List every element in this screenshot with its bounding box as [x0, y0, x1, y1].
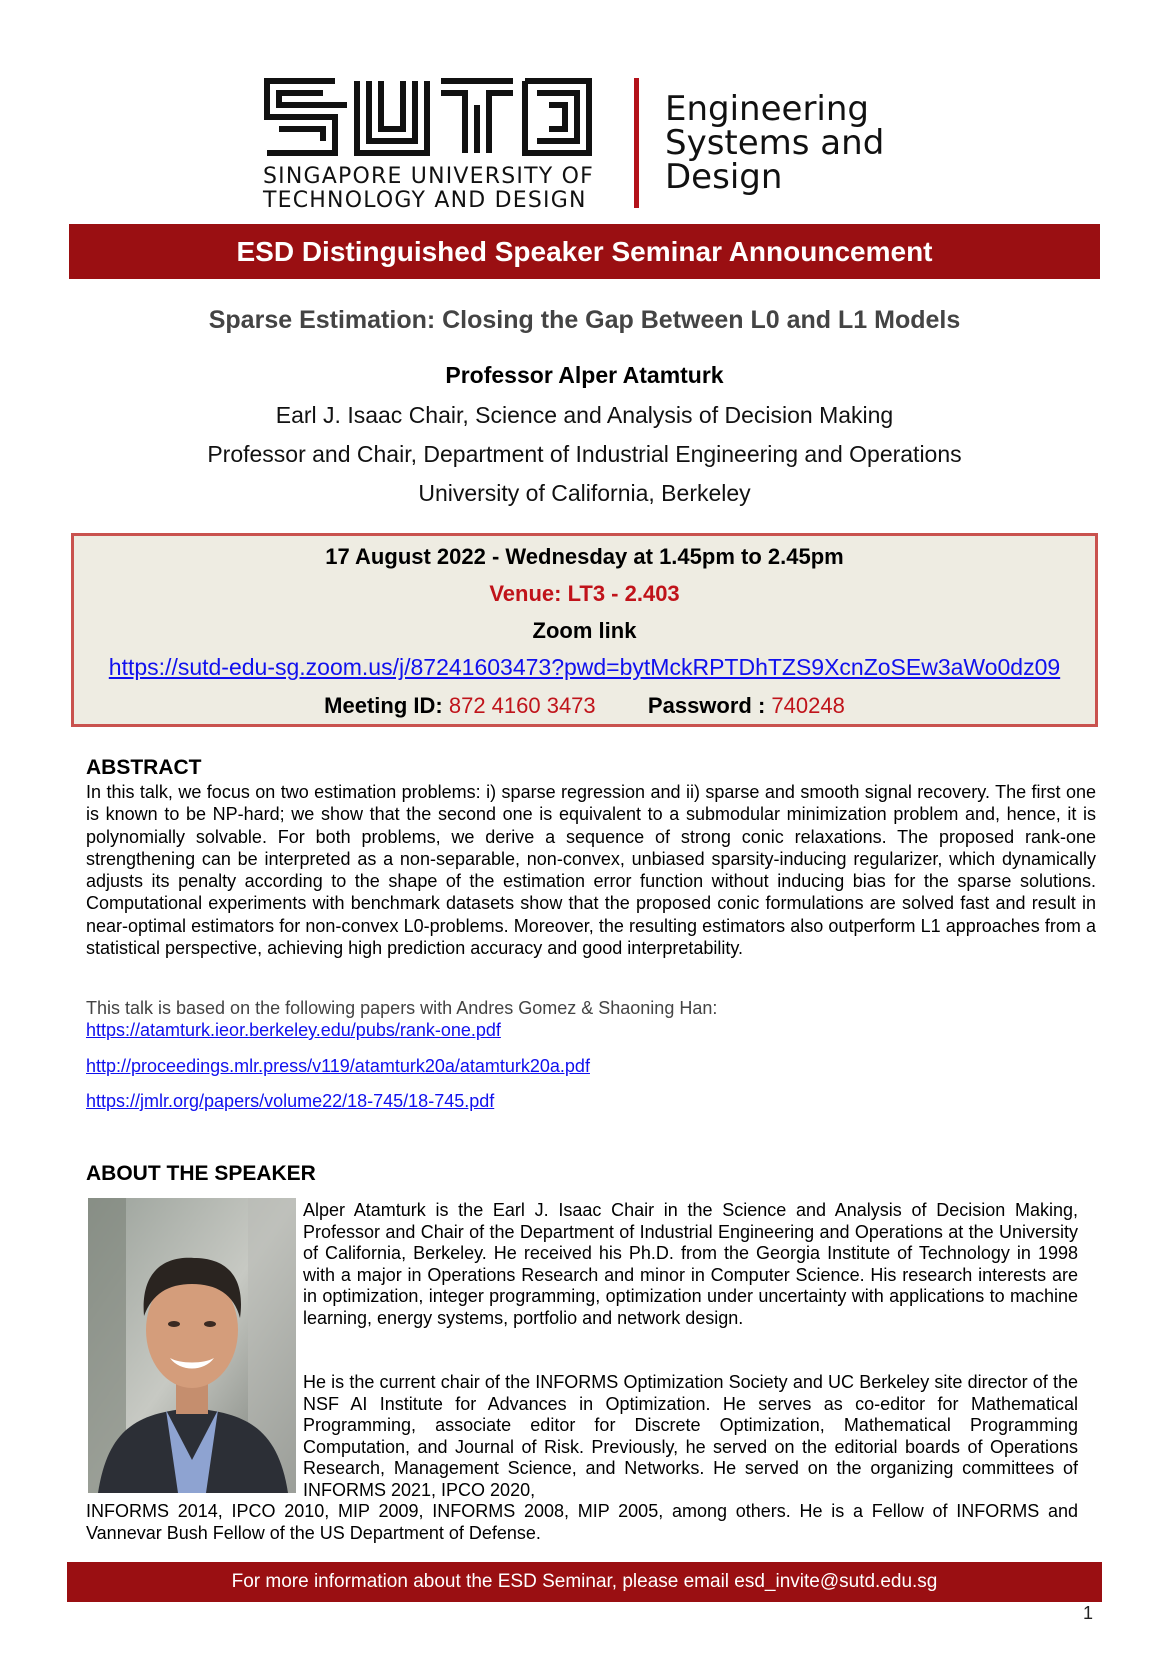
- university-name-line1: SINGAPORE UNIVERSITY OF: [263, 164, 594, 189]
- abstract-text: In this talk, we focus on two estimation problems: i) sparse regression and ii) sparse and smooth signal recovery. The first one is known to be NP-hard; we show that the second one is equivalent to a submodular minimization problem and, hence, it is polynomially solvable. For both problems, we derive a sequence of strong conic relaxations. The proposed rank-one strengthening can be interpreted as a non-separable, non-convex, unbiased sparsity-inducing regularizer, which dynamically adjusts its penalty according to the shape of the estimation error function without inducing bias for the sparse solutions. Computational experiments with benchmark datasets show that the proposed conic formulations are solved fast and result in near-optimal estimators for non-convex L0-problems. Moreover, the resulting estimators also outperform L1 approaches from a statistical perspective, achieving high prediction accuracy and good interpretability.: [86, 782, 1096, 959]
- meeting-id-value: 872 4160 3473: [448, 693, 596, 718]
- zoom-label: Zoom link: [532, 618, 637, 643]
- speaker-photo: [88, 1198, 296, 1493]
- pillar-line2: Systems and: [665, 123, 885, 163]
- event-details-box: [71, 533, 1098, 727]
- paper-link-2[interactable]: http://proceedings.mlr.press/v119/atamturk20a/atamturk20a.pdf: [86, 1056, 590, 1076]
- meeting-id-label: Meeting ID:: [324, 693, 443, 718]
- sutd-logo: [263, 77, 603, 211]
- banner-title: ESD Distinguished Speaker Seminar Announcement: [236, 235, 933, 267]
- speaker-bio-paragraph-3: INFORMS 2014, IPCO 2010, MIP 2009, INFORMS 2008, MIP 2005, among others. He is a Fellow of INFORMS and Vannevar Bush Fellow of the US Department of Defense.: [86, 1501, 1078, 1543]
- pillar-line1: Engineering: [665, 89, 869, 129]
- speaker-bio-paragraph-1: Alper Atamturk is the Earl J. Isaac Chair in the Science and Analysis of Decision Making, Professor and Chair of the Department of Industrial Engineering and Operations at the University of California, Berkeley. He received his Ph.D. from the Georgia Institute of Technology in 1998 with a major in Operations Research and minor in Computer Science. His research interests are in optimization, integer programming, optimization under uncertainty with applications to machine learning, energy systems, portfolio and network design.: [303, 1200, 1078, 1328]
- university-name: [263, 165, 603, 213]
- footer-text: For more information about the ESD Seminar, please email esd_invite@sutd.edu.sg: [231, 1571, 938, 1592]
- talk-title: Sparse Estimation: Closing the Gap Between L0 and L1 Models: [208, 306, 961, 334]
- university-name-line2: TECHNOLOGY AND DESIGN: [263, 188, 587, 213]
- speaker-bio-paragraph-2: He is the current chair of the INFORMS Optimization Society and UC Berkeley site director of the NSF AI Institute for Advances in Optimization. He serves as co-editor for Mathematical Programming, associate editor for Discrete Optimization, Mathematical Programming Computation, and Journal of Risk. Previously, he served on the editorial boards of Operations Research, Management Science, and Networks. He served on the organizing committees of INFORMS 2021, IPCO 2020,: [303, 1372, 1078, 1500]
- seminar-banner: [69, 224, 1100, 279]
- speaker-name: Professor Alper Atamturk: [445, 362, 724, 388]
- paper-link-1[interactable]: https://atamturk.ieor.berkeley.edu/pubs/rank-one.pdf: [86, 1020, 501, 1040]
- about-speaker-heading: ABOUT THE SPEAKER: [86, 1162, 316, 1185]
- paper-link-3[interactable]: https://jmlr.org/papers/volume22/18-745/18-745.pdf: [86, 1091, 495, 1111]
- footer-banner: [67, 1562, 1102, 1602]
- speaker-affiliation-3: University of California, Berkeley: [418, 480, 751, 506]
- zoom-link[interactable]: [74, 654, 1095, 681]
- pillar-name: [665, 89, 925, 197]
- pillar-line3: Design: [665, 157, 783, 197]
- password-label: Password :: [647, 693, 766, 718]
- sutd-logo-mark: [263, 77, 596, 157]
- zoom-link-text[interactable]: https://sutd-edu-sg.zoom.us/j/87241603473?pwd=bytMckRPTDhTZS9XcnZoSEw3aWo0dz09: [108, 654, 1061, 680]
- speaker-affiliation-2: Professor and Chair, Department of Industrial Engineering and Operations: [207, 441, 962, 467]
- logo-divider: [634, 78, 639, 208]
- event-venue: Venue: LT3 - 2.403: [489, 581, 680, 606]
- password-value: 740248: [771, 693, 845, 718]
- speaker-affiliation-1: Earl J. Isaac Chair, Science and Analysis of Decision Making: [275, 402, 894, 428]
- meeting-credentials: [74, 693, 1095, 719]
- event-datetime: 17 August 2022 - Wednesday at 1.45pm to 2.45pm: [325, 544, 844, 569]
- papers-intro: This talk is based on the following papers with Andres Gomez & Shaoning Han:: [86, 998, 718, 1018]
- abstract-heading: ABSTRACT: [86, 756, 202, 779]
- page-number: 1: [1083, 1603, 1094, 1623]
